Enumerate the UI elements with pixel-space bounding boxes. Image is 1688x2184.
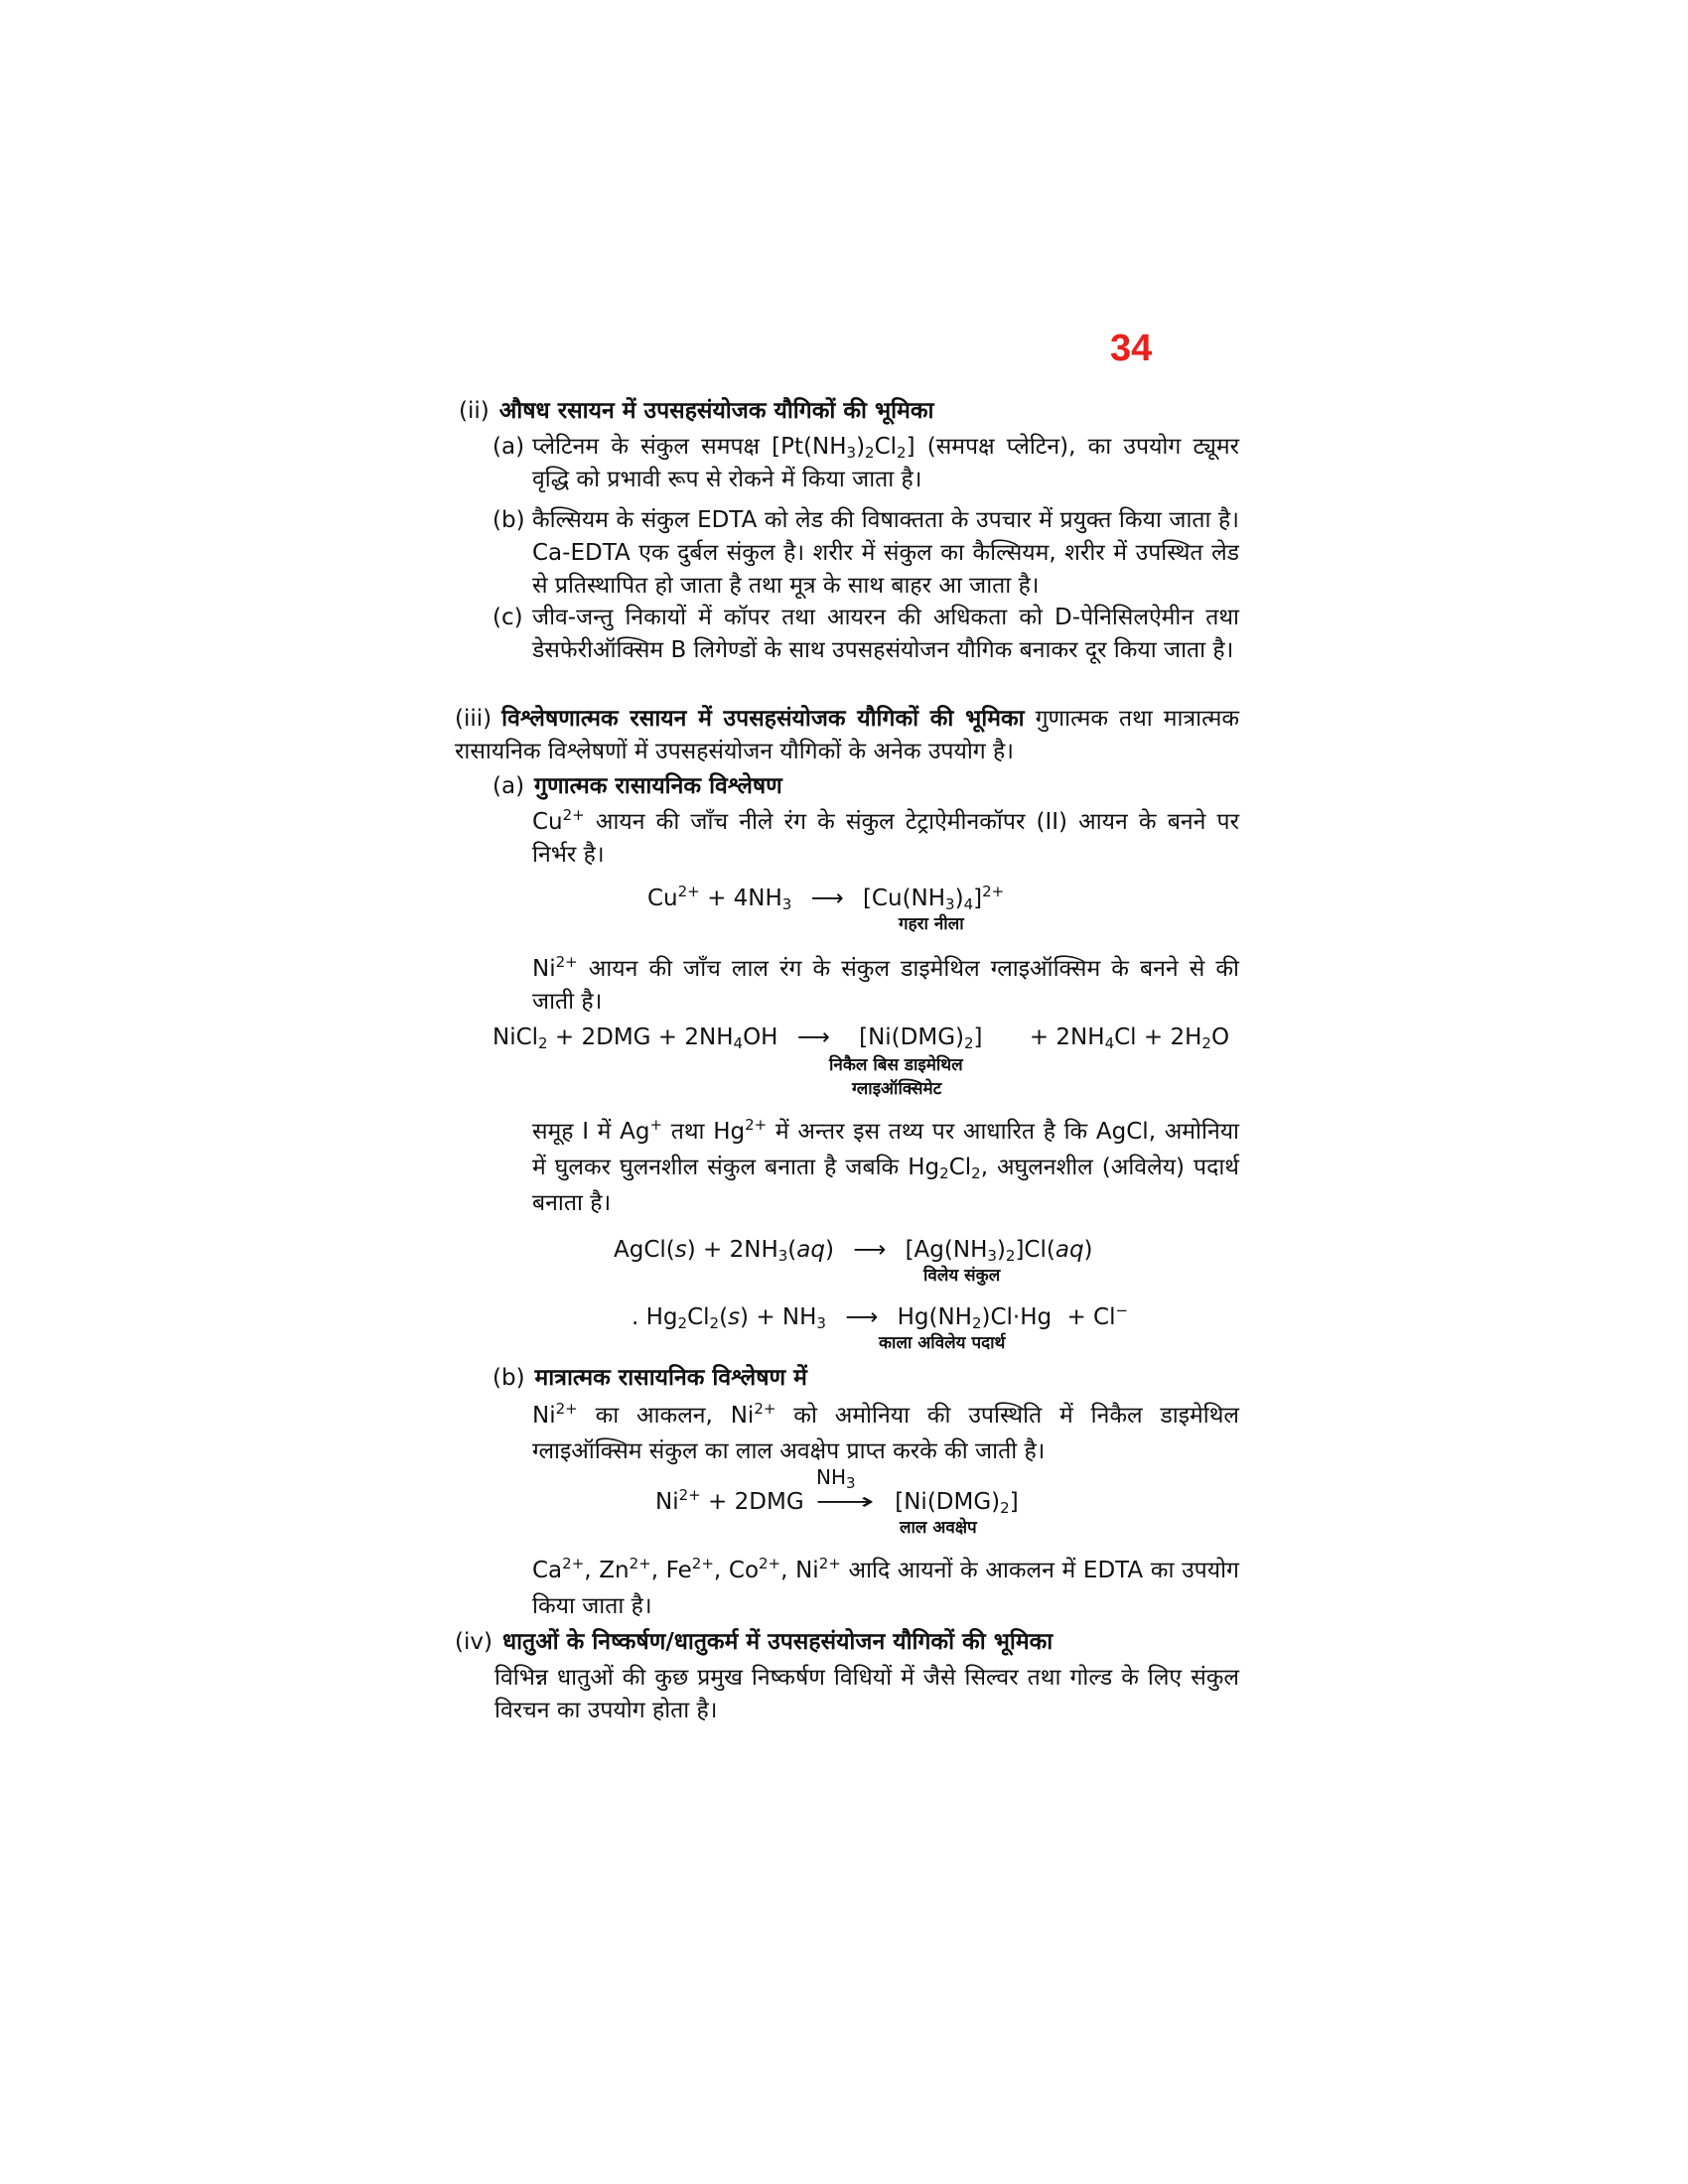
eq5-over-sub: 3: [846, 1474, 856, 1492]
eq2-label-1: निकैल बिस डाइमेथिल: [829, 1055, 963, 1075]
group-text-5: , अघुलनशील (अविलेय) पदार्थ बनाता है।: [532, 1155, 1239, 1216]
ion-co: , Co: [713, 1558, 760, 1583]
eq2-product-a: [Ni(DMG): [859, 1024, 964, 1050]
eq4-paren: (: [719, 1304, 729, 1330]
ni-ion: Ni: [532, 956, 556, 982]
eq2-oh: OH: [743, 1024, 778, 1050]
eq4-solid: s: [728, 1304, 741, 1330]
eq2-rest-sub: 4: [1104, 1034, 1115, 1052]
section-iv-heading-line: [455, 1626, 1249, 1659]
ii-a-part1: प्लेटिनम के संकुल समपक्ष [Pt(NH: [532, 434, 847, 460]
eq1-cu-charge: 2+: [677, 883, 700, 900]
eq1-arrow: ⟶: [810, 886, 844, 911]
eq4-cl: Cl: [687, 1304, 710, 1330]
ion-ca: Ca: [532, 1558, 563, 1583]
eq5-product-a: [Ni(DMG): [895, 1489, 1001, 1515]
eq1-product-sub: 3: [945, 895, 955, 913]
eq4-product-b: )Cl·Hg: [981, 1304, 1053, 1330]
section-iv-marker: (iv): [455, 1629, 492, 1655]
eq2-rest-a: + 2NH: [1029, 1024, 1105, 1050]
ii-a-sub2a: 2: [865, 444, 875, 462]
eq5-product-b: ]: [1009, 1489, 1019, 1515]
eq1-ammonia-sub: 3: [781, 895, 792, 913]
eq5-arrow: ⟶: [814, 1489, 875, 1515]
equation-ni-dmg: [492, 1023, 1229, 1052]
eq3-lhs-aq: aq: [796, 1237, 825, 1263]
eq2-arrow: ⟶: [796, 1024, 830, 1050]
eq2-nh4-sub: 4: [733, 1034, 744, 1052]
section-iii-marker: (iii): [455, 706, 492, 732]
ni-charge: 2+: [555, 953, 578, 971]
eq1-product-charge: 2+: [982, 883, 1005, 900]
section-ii-b-marker: (b): [492, 507, 525, 533]
cu-charge: 2+: [562, 806, 585, 824]
eq3-product-aq: aq: [1055, 1237, 1084, 1263]
ion-ni-charge: 2+: [818, 1555, 841, 1572]
eq4-label: काला अविलेय पदार्थ: [879, 1333, 1006, 1353]
eq1-ammonia: + 4NH: [707, 886, 782, 911]
group-sub-2: 2: [971, 1164, 981, 1182]
eq2-label-2: ग्लाइऑक्सिमेट: [852, 1079, 942, 1099]
eq4-lead-dot: .: [632, 1304, 639, 1330]
eq2-product-sub: 2: [964, 1034, 974, 1052]
section-iv-heading: धातुओं के निष्कर्षण/धातुकर्म में उपसहसंयोजन यौगिकों की भूमिका: [501, 1629, 1054, 1655]
eq2-product: [859, 1023, 982, 1052]
ion-ni: , Ni: [780, 1558, 819, 1583]
ion-fe-charge: 2+: [691, 1555, 714, 1572]
eq3-product-a: [Ag(NH: [905, 1237, 988, 1263]
ni-est-charge-2: 2+: [754, 1400, 776, 1418]
eq1-cu: Cu: [647, 886, 678, 911]
eq4-hg-sub: 2: [677, 1314, 688, 1332]
edta-ions-text: [532, 1553, 1239, 1624]
eq3-lhs-close: ): [824, 1237, 834, 1263]
page-number: 34: [1110, 328, 1153, 369]
group-ag-charge: +: [649, 1116, 663, 1134]
group-text-4: Cl: [948, 1155, 972, 1180]
eq3-lhs-paren: (: [787, 1237, 797, 1263]
section-ii-c-marker: (c): [492, 605, 523, 630]
eq4-chloride: + Cl: [1066, 1304, 1116, 1330]
ion-zn-charge: 2+: [629, 1555, 651, 1572]
equation-hg2cl2: [632, 1302, 1128, 1332]
eq3-agcl: AgCl(: [614, 1237, 675, 1263]
eq5-dmg: + 2DMG: [708, 1489, 804, 1515]
eq1-product-c: ]: [973, 886, 983, 911]
eq3-product-b: ): [996, 1237, 1006, 1263]
ion-fe: , Fe: [650, 1558, 692, 1583]
ii-a-part2: ): [856, 434, 866, 460]
eq5-over-arrow: [816, 1465, 856, 1492]
section-iii-b-heading-line: [492, 1362, 1188, 1395]
ni-test-text: [532, 953, 1239, 1019]
section-ii-a-marker: (a): [492, 434, 525, 460]
eq3-solid: s: [674, 1237, 687, 1263]
section-iii-intro: गुणात्मक तथा मात्रात्मक रासायनिक विश्लेषणों में उपसहसंयोजन यौगिकों के अनेक उपयोग है।: [455, 706, 1240, 764]
equation-agcl: [614, 1235, 1093, 1265]
eq3-product-sub: 3: [987, 1247, 997, 1265]
eq4-chloride-charge: −: [1115, 1301, 1129, 1319]
eq2-reagents: + 2DMG + 2NH: [547, 1024, 734, 1050]
ni-estimation-text: [532, 1398, 1239, 1469]
eq2-rest-c: O: [1210, 1024, 1230, 1050]
section-iii-a-marker: (a): [492, 773, 525, 799]
group-text-3: में अन्तर इस तथ्य पर आधारित है कि AgCl, अमोनिया में घुलकर घुलनशील संकुल बनाता है जबकि Hg: [532, 1119, 1240, 1180]
eq3-nh3-sub: 3: [777, 1247, 788, 1265]
group-one-text: [532, 1114, 1239, 1221]
section-ii-heading: औषध रसायन में उपसहसंयोजक यौगिकों की भूमिका: [498, 398, 934, 424]
eq3-product-c: ]Cl(: [1015, 1237, 1055, 1263]
section-ii-c-text: जीव-जन्तु निकायों में कॉपर तथा आयरन की अधिकता को D-पेनिसिलऐमीन तथा डेसफेरीऑक्सिम B लिगेण्डों के साथ उपसहसंयोजन यौगिक बनाकर दूर किया जाता है।: [532, 605, 1239, 663]
eq5-product-sub: 2: [1000, 1499, 1010, 1517]
group-hg-charge: 2+: [745, 1116, 768, 1134]
eq1-label: गहरा नीला: [899, 914, 964, 934]
section-iii-heading: विश्लेषणात्मक रसायन में उपसहसंयोजक यौगिकों की भूमिका: [501, 706, 1025, 732]
ii-a-sub3: 3: [846, 444, 857, 462]
eq5-over-nh: NH: [816, 1465, 846, 1489]
eq4-cl-sub: 2: [709, 1314, 720, 1332]
eq4-nh3: ) + NH: [740, 1304, 817, 1330]
section-iii-a-heading: गुणात्मक रासायनिक विश्लेषण: [534, 773, 782, 799]
eq5-label: लाल अवक्षेप: [900, 1518, 977, 1538]
eq3-arrow: ⟶: [853, 1237, 887, 1263]
ii-a-part3: Cl: [874, 434, 898, 460]
ni-text: आयन की जाँच लाल रंग के संकुल डाइमेथिल ग्लाइऑक्सिम के बनने से की जाती है।: [532, 956, 1239, 1015]
ii-a-part4: ] (समपक्ष प्लेटिन), का उपयोग ट्यूमर वृद्धि को प्रभावी रूप से रोकने में किया जाता है।: [532, 434, 1239, 492]
group-sub-1: 2: [939, 1164, 949, 1182]
eq1-product-b: ): [954, 886, 964, 911]
cu-ion: Cu: [532, 809, 563, 835]
eq2-rest-b: Cl + 2H: [1114, 1024, 1202, 1050]
eq2-product-b: ]: [973, 1024, 983, 1050]
ion-zn: , Zn: [584, 1558, 630, 1583]
section-iii-paragraph: [455, 703, 1239, 768]
equation-cu-complex: [647, 884, 1004, 913]
cu-test-text: [532, 806, 1239, 872]
ni-est-text-2: को अमोनिया की उपस्थिति में निकैल डाइमेथिल ग्लाइऑक्सिम संकुल का लाल अवक्षेप प्राप्त करके की जाती है।: [532, 1403, 1240, 1464]
eq1-product-sub2: 4: [963, 895, 974, 913]
ni-est-ion: Ni: [532, 1403, 556, 1429]
section-iii-b-marker: (b): [492, 1365, 525, 1391]
section-iii-b-heading: मात्रात्मक रासायनिक विश्लेषण में: [534, 1365, 807, 1391]
eq1-product-a: [Cu(NH: [862, 886, 946, 911]
equation-ni-dmg-quant: [655, 1487, 1019, 1517]
ni-est-charge: 2+: [555, 1400, 578, 1418]
section-ii-marker: (ii): [459, 398, 490, 424]
group-text-1: समूह I में Ag: [532, 1119, 650, 1145]
ion-ca-charge: 2+: [562, 1555, 585, 1572]
eq4-nh3-sub: 3: [816, 1314, 826, 1332]
eq4-product-a: Hg(NH: [897, 1304, 972, 1330]
section-iii-a-heading-line: [492, 770, 1188, 803]
ni-est-text-1: का आकलन, Ni: [577, 1403, 755, 1429]
edta-text: आदि आयनों के आकलन में EDTA का उपयोग किया जाता है।: [532, 1558, 1239, 1619]
ion-co-charge: 2+: [759, 1555, 781, 1572]
eq4-hg: Hg: [638, 1304, 678, 1330]
eq5-ni-charge: 2+: [678, 1486, 701, 1504]
section-ii-heading-line: [459, 395, 1253, 428]
eq3-product-sub2: 2: [1005, 1247, 1016, 1265]
eq2-nicl-sub: 2: [538, 1034, 548, 1052]
section-ii-b-text: कैल्सियम के संकुल EDTA को लेड की विषाक्तता के उपचार में प्रयुक्त किया जाता है। Ca-EDTA एक दुर्बल संकुल है। शरीर में संकुल का कैल्सियम, शरीर में उपस्थित लेड से प्रतिस्थापित हो जाता है तथा मूत्र के साथ बाहर आ जाता है।: [532, 507, 1239, 599]
eq2-nicl: NiCl: [492, 1024, 539, 1050]
section-ii-a-text: [532, 431, 1239, 496]
eq3-label: विलेय संकुल: [923, 1266, 1001, 1286]
eq5-ni: Ni: [655, 1489, 679, 1515]
eq3-nh3: ) + 2NH: [686, 1237, 778, 1263]
eq2-rest-sub2: 2: [1201, 1034, 1211, 1052]
eq4-arrow: ⟶: [845, 1304, 879, 1330]
group-text-2: तथा Hg: [662, 1119, 746, 1145]
eq3-product-close: ): [1083, 1237, 1093, 1263]
ii-a-sub2b: 2: [897, 444, 907, 462]
eq4-product-sub: 2: [971, 1314, 982, 1332]
section-iv-text: विभिन्न धातुओं की कुछ प्रमुख निष्कर्षण विधियों में जैसे सिल्वर तथा गोल्ड के लिए संकुल विरचन का उपयोग होता है।: [494, 1665, 1239, 1723]
cu-text: आयन की जाँच नीले रंग के संकुल टेट्राऐमीनकॉपर (II) आयन के बनने पर निर्भर है।: [532, 809, 1239, 868]
